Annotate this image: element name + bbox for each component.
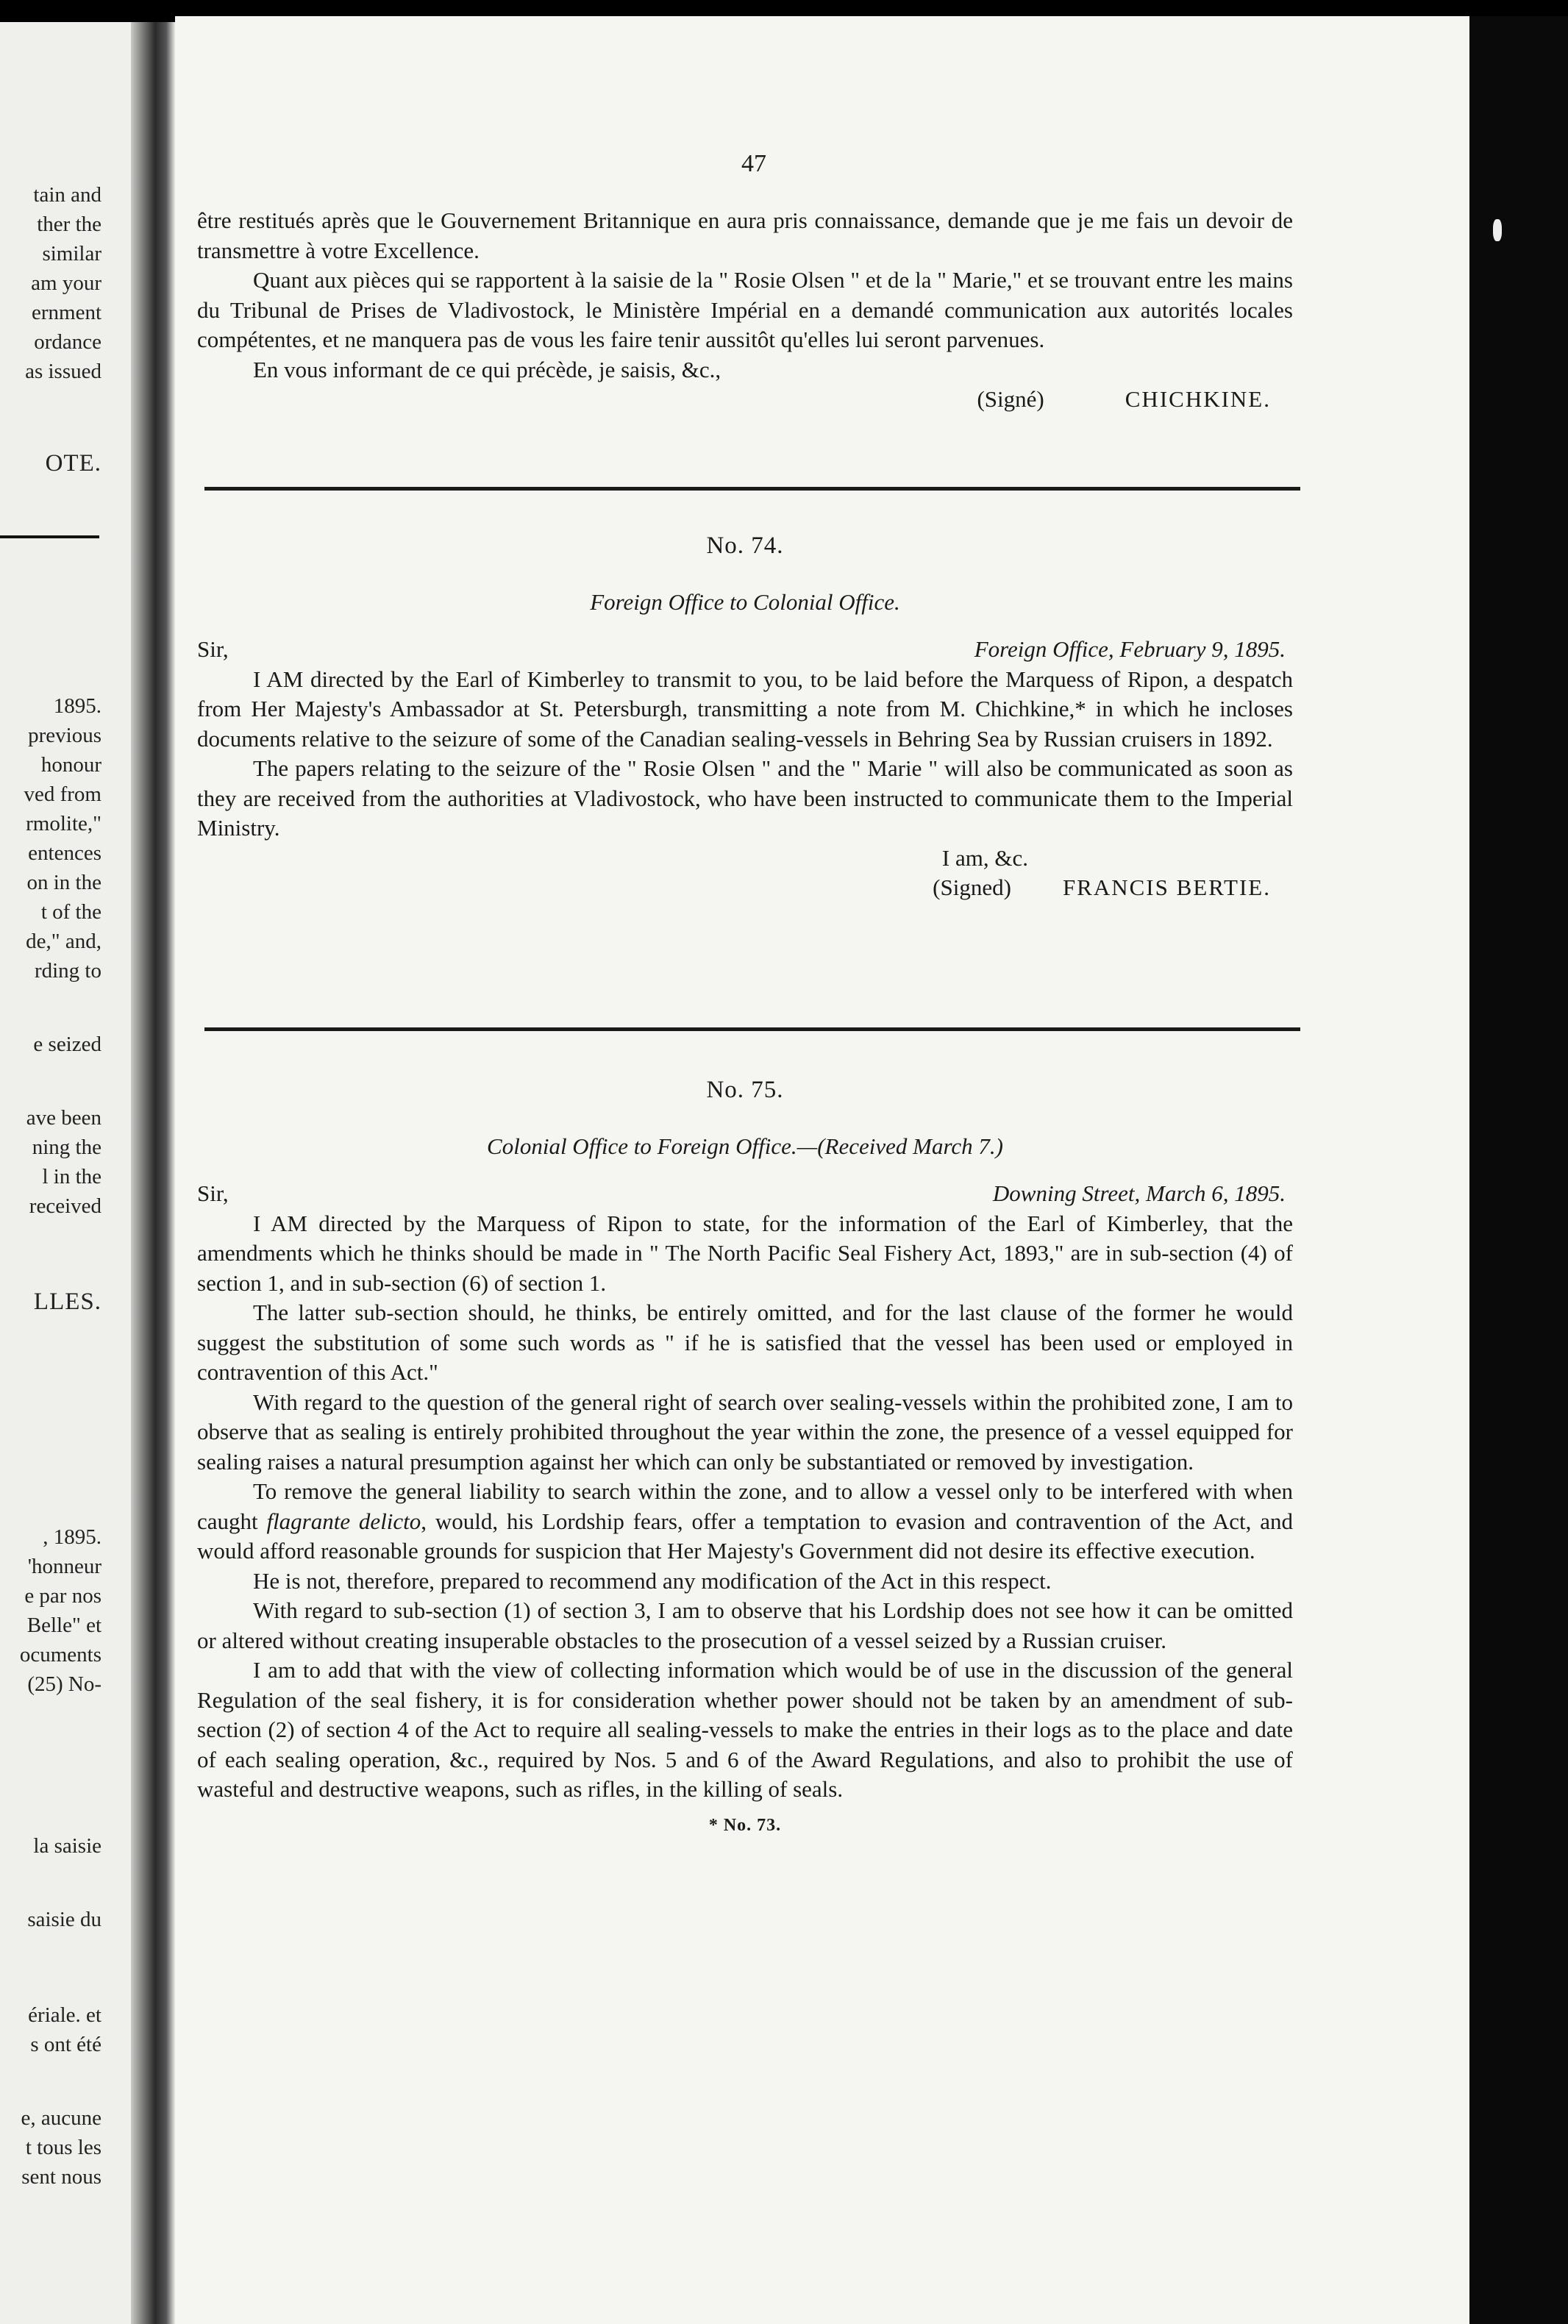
- salutation-line: [197, 1179, 1293, 1209]
- left-text-fragment: ernment: [31, 301, 101, 324]
- letter-paragraph: [197, 1477, 1293, 1566]
- left-text-fragment: honour: [40, 753, 101, 777]
- scan-border: [1469, 16, 1568, 2324]
- document-heading: Foreign Office to Colonial Office.: [590, 588, 900, 615]
- left-text-fragment: previous: [28, 724, 101, 747]
- french-paragraph: En vous informant de ce qui précède, je saisis, &c.,: [253, 356, 721, 382]
- letter-paragraph: The latter sub-section should, he thinks, be entirely omitted, and for the last clause of the former he would suggest the substitution of some such words as " if he is satisfied that the vessel has been used or employed in contravention of this Act.": [197, 1300, 1293, 1385]
- left-text-fragment: ordance: [34, 330, 101, 354]
- left-text-fragment: (25) No-: [27, 1672, 101, 1696]
- left-text-fragment: de," and,: [26, 930, 101, 953]
- left-text-fragment: Belle" et: [26, 1614, 101, 1637]
- left-text-fragment: ning the: [32, 1136, 101, 1159]
- book-gutter: [131, 22, 175, 2324]
- left-text-fragment: , 1895.: [43, 1525, 101, 1549]
- left-text-fragment: 1895.: [53, 694, 101, 718]
- signed-label: (Signé): [977, 386, 1044, 412]
- left-text-fragment: e, aucune: [21, 2106, 101, 2130]
- document-number: No. 75.: [706, 1077, 784, 1103]
- page-number: 47: [741, 150, 766, 177]
- letter-paragraph: With regard to sub-section (1) of section 3, I am to observe that his Lordship does not see how it can be omitted or altered without creating insuperable obstacles to the prosecution of a vessel seized by a Russian cruiser.: [197, 1597, 1293, 1653]
- left-facing-page: [0, 22, 147, 2324]
- document-75: [197, 1075, 1293, 1840]
- left-text-fragment: rmolite,": [26, 812, 101, 835]
- letter-paragraph: I am to add that with the view of collecting information which would be of use in the discussion of the general Regulation of the seal fishery, it is for consideration whether power should not be taken by an amendment of sub-section (2) of section 4 of the Act to require all sealing-vessels to make the entries in their logs as to the place and date of each sealing operation, &c., required by Nos. 5 and 6 of the Award Regulations, and also to prohibit the use of wasteful and destructive weapons, such as rifles, in the killing of seals.: [197, 1657, 1293, 1802]
- scan-speck: [1493, 219, 1502, 241]
- left-text-fragment: l in the: [42, 1165, 101, 1188]
- salutation: Sir,: [197, 1180, 229, 1206]
- document-number: No. 74.: [706, 532, 784, 559]
- salutation-line: [197, 635, 1293, 665]
- latin-phrase: flagrante delicto: [266, 1508, 421, 1534]
- left-text-fragment: similar: [42, 242, 101, 265]
- letter-paragraph: He is not, therefore, prepared to recommend any modification of the Act in this respect.: [253, 1567, 1052, 1594]
- left-text-fragment: on in the: [26, 871, 101, 894]
- dateline: Downing Street, March 6, 1895.: [992, 1180, 1286, 1206]
- left-text-fragment: t of the: [40, 900, 101, 924]
- document-74: [197, 531, 1293, 903]
- signed-label: (Signed): [933, 874, 1011, 900]
- left-text-fragment: sent nous: [21, 2165, 101, 2189]
- dateline: Foreign Office, February 9, 1895.: [974, 636, 1286, 662]
- left-text-fragment: entences: [28, 841, 101, 865]
- letter-paragraph: With regard to the question of the general right of search over sealing-vessels within the prohibited zone, I am to observe that as sealing is entirely prohibited throughout the year within the zone, the presence of a vessel equipped for sealing raises a natural presumption against her which can only be substantiated or removed by investigation.: [197, 1389, 1293, 1475]
- left-text-fragment: ave been: [26, 1106, 101, 1130]
- letter-paragraph: The papers relating to the seizure of the " Rosie Olsen " and the " Marie " will also be communicated as soon as they are received from the authorities at Vladivostock, who have been instructed to communicate them to the Imperial Ministry.: [197, 755, 1293, 841]
- left-text-fragment: ved from: [24, 783, 101, 806]
- left-heading-fragment: OTE.: [45, 450, 101, 477]
- left-text-fragment: received: [29, 1194, 101, 1218]
- salutation: Sir,: [197, 636, 229, 662]
- paragraph-text: , would, his Lordship fears, offer a temptation to evasion and contravention of the Act, and would afford reasonable grounds for suspicion that Her Majesty's Government did not desire its effective execution.: [197, 1508, 1293, 1564]
- left-heading-fragment: LLES.: [33, 1288, 101, 1315]
- left-text-fragment: rding to: [34, 959, 101, 983]
- french-paragraph: Quant aux pièces qui se rapportent à la saisie de la " Rosie Olsen " et de la " Marie," et se trouvant entre les mains du Tribunal de Prises de Vladivostock, le Ministère Impérial en a demandé communication aux autorités locales compétentes, et ne manquera pas de vous les faire tenir aussitôt qu'elles lui seront parvenues.: [197, 267, 1293, 352]
- document-heading: Colonial Office to Foreign Office.—(Received March 7.): [487, 1133, 1003, 1159]
- left-text-fragment: e seized: [33, 1033, 101, 1056]
- left-text-fragment: e par nos: [24, 1584, 101, 1608]
- section-rule: [204, 487, 1300, 491]
- left-text-fragment: ériale. et: [28, 2003, 101, 2027]
- left-text-fragment: as issued: [25, 360, 101, 383]
- footnote: * No. 73.: [708, 1815, 782, 1835]
- paragraph-text: To remove the general liability to search within the zone, and to allow a vessel only to be interfered with when caught: [197, 1478, 1293, 1534]
- signatory-name: CHICHKINE.: [1125, 386, 1271, 412]
- document-page: [175, 16, 1469, 2324]
- left-text-fragment: tain and: [33, 183, 101, 207]
- left-text-fragment: la saisie: [33, 1834, 101, 1858]
- french-signature: [197, 385, 1293, 415]
- signatory-name: FRANCIS BERTIE.: [1062, 874, 1271, 900]
- french-letter-continuation: [197, 206, 1293, 415]
- signature-line: [197, 873, 1293, 903]
- section-rule: [204, 1027, 1300, 1031]
- left-text-fragment: 'honneur: [27, 1555, 101, 1578]
- left-rule: [0, 535, 99, 538]
- left-text-fragment: saisie du: [27, 1908, 101, 1931]
- left-text-fragment: am your: [31, 271, 101, 295]
- left-text-fragment: ocuments: [19, 1643, 101, 1667]
- left-text-fragment: s ont été: [30, 2033, 101, 2056]
- left-text-fragment: ther the: [37, 213, 101, 236]
- closing: I am, &c.: [941, 844, 1028, 871]
- left-text-fragment: t tous les: [25, 2136, 101, 2159]
- french-paragraph: être restitués après que le Gouvernement Britannique en aura pris connaissance, demande que je me fais un devoir de transmettre à votre Excellence.: [197, 207, 1293, 263]
- letter-paragraph: I AM directed by the Earl of Kimberley to transmit to you, to be laid before the Marquess of Ripon, a despatch from Her Majesty's Ambassador at St. Petersburgh, transmitting a note from M. Chichkine,* in which he incloses documents relative to the seizure of some of the Canadian sealing-vessels in Behring Sea by Russian cruisers in 1892.: [197, 666, 1293, 752]
- letter-paragraph: I AM directed by the Marquess of Ripon to state, for the information of the Earl of Kimberley, that the amendments which he thinks should be made in " The North Pacific Seal Fishery Act, 1893," are in sub-section (4) of section 1, and in sub-section (6) of section 1.: [197, 1210, 1293, 1296]
